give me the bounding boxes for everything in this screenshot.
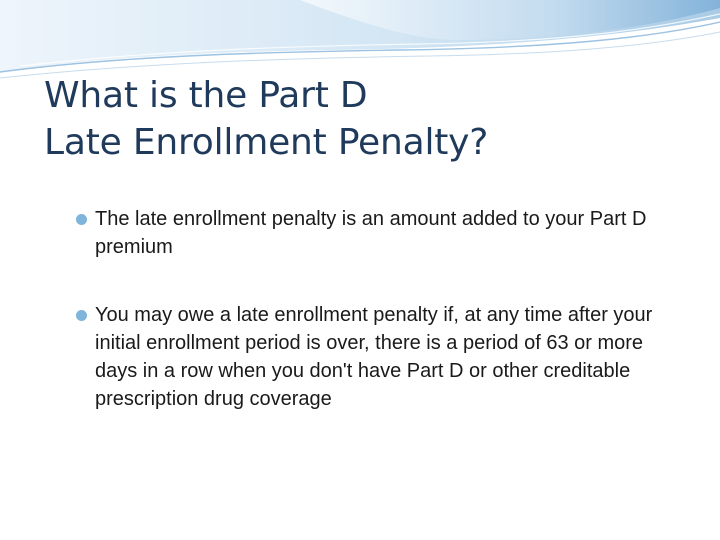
- title-line-1: What is the Part D: [44, 75, 368, 116]
- bullet-item: [76, 205, 676, 261]
- bullet-text: You may owe a late enrollment penalty if, at any time after your initial enrollment period is over, there is a period of 63 or more days in a row when you don't have Part D or other creditable prescription drug coverage: [95, 304, 653, 410]
- title-line-2: Late Enrollment Penalty?: [44, 122, 489, 163]
- bullet-dot-icon: [76, 310, 87, 321]
- bullet-list: [76, 205, 676, 413]
- slide-title: [44, 72, 684, 166]
- bullet-dot-icon: [76, 214, 87, 225]
- bullet-text: The late enrollment penalty is an amount added to your Part D premium: [95, 208, 647, 258]
- bullet-item: [76, 301, 676, 413]
